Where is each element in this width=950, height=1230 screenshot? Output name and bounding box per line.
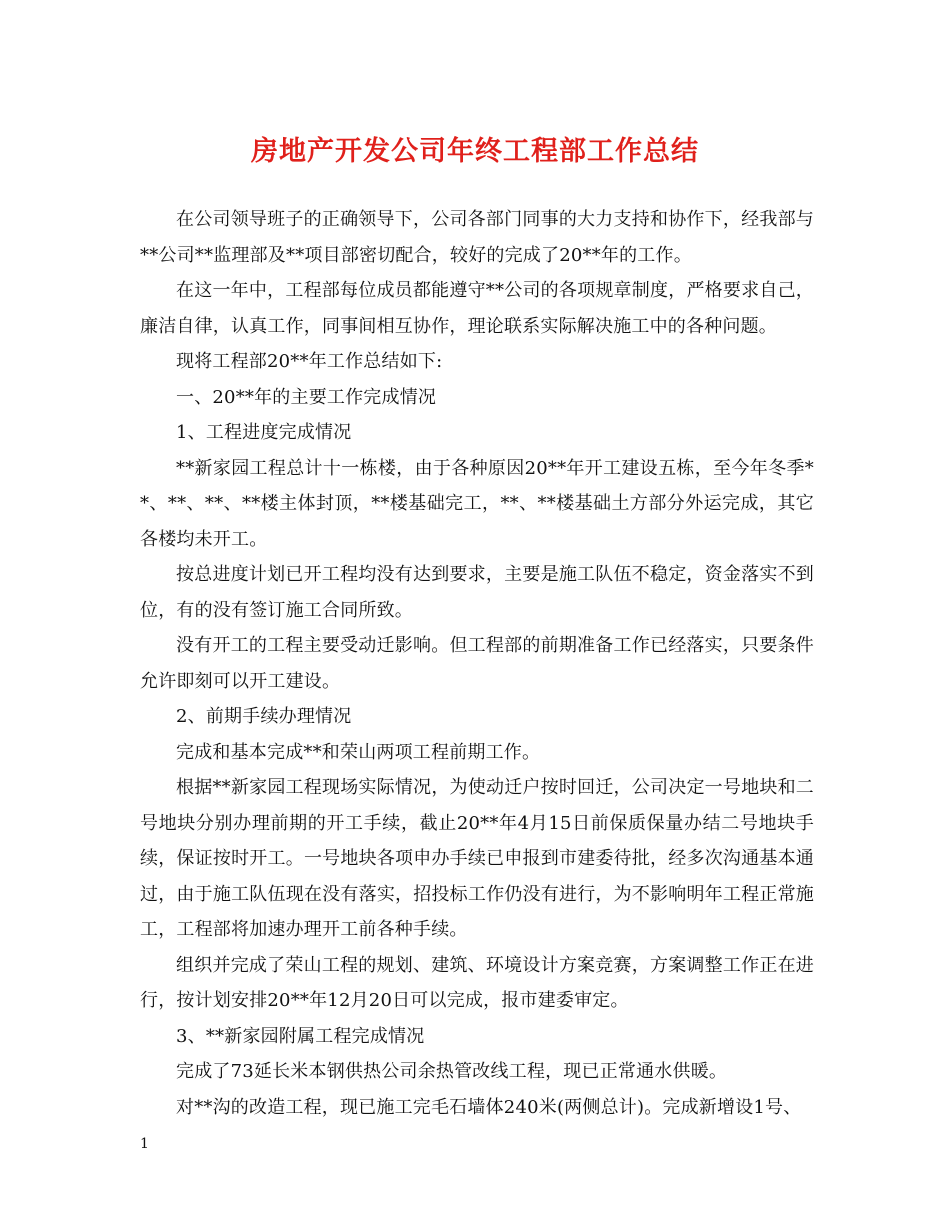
subsection-heading: 1、工程进度完成情况 <box>176 422 352 443</box>
paragraph: 在公司领导班子的正确领导下，公司各部门同事的大力支持和协作下，经我部与**公司**监理部及**项目部密切配合，较好的完成了20**年的工作。 <box>140 209 814 266</box>
paragraph: 对**沟的改造工程，现已施工完毛石墙体240米(两侧总计)。完成新增设1号、 <box>176 1096 802 1118</box>
paragraph: 完成和基本完成**和荣山两项工程前期工作。 <box>176 741 541 763</box>
paragraph: 没有开工的工程主要受动迁影响。但工程部的前期准备工作已经落实，只要条件允许即刻可以开工建设。 <box>140 635 814 692</box>
paragraph: 完成了73延长米本钢供热公司余热管改线工程，现已正常通水供暖。 <box>176 1061 728 1082</box>
paragraph: 在这一年中，工程部每位成员都能遵守**公司的各项规章制度，严格要求自己，廉洁自律，认真工作，同事间相互协作，理论联系实际解决施工中的各种问题。 <box>140 280 814 337</box>
document-body <box>140 202 814 1125</box>
page-number: 1 <box>140 1136 149 1152</box>
paragraph: **新家园工程总计十一栋楼，由于各种原因20**年开工建设五栋，至今年冬季**、**、**、**楼主体封顶，**楼基础完工，**、**楼基础土方部分外运完成，其它各楼均未开工。 <box>140 457 814 550</box>
section-heading: 一、20**年的主要工作完成情况 <box>176 386 437 408</box>
subsection-heading: 3、**新家园附属工程完成情况 <box>176 1025 425 1047</box>
document-title: 房地产开发公司年终工程部工作总结 <box>251 136 699 167</box>
paragraph: 按总进度计划已开工程均没有达到要求，主要是施工队伍不稳定，资金落实不到位，有的没有签订施工合同所致。 <box>140 564 814 621</box>
paragraph: 现将工程部20**年工作总结如下: <box>176 351 443 372</box>
paragraph: 根据**新家园工程现场实际情况，为使动迁户按时回迁，公司决定一号地块和二号地块分别办理前期的开工手续，截止20**年4月15日前保质保量办结二号地块手续，保证按时开工。一号地块各项申办手续已申报到市建委待批，经多次沟通基本通过，由于施工队伍现在没有落实，招投标工作仍没有进行，为不影响明年工程正常施工，工程部将加速办理开工前各种手续。 <box>140 777 814 940</box>
paragraph: 组织并完成了荣山工程的规划、建筑、环境设计方案竞赛，方案调整工作正在进行，按计划安排20**年12月20日可以完成，报市建委审定。 <box>140 954 814 1011</box>
subsection-heading: 2、前期手续办理情况 <box>176 706 352 727</box>
